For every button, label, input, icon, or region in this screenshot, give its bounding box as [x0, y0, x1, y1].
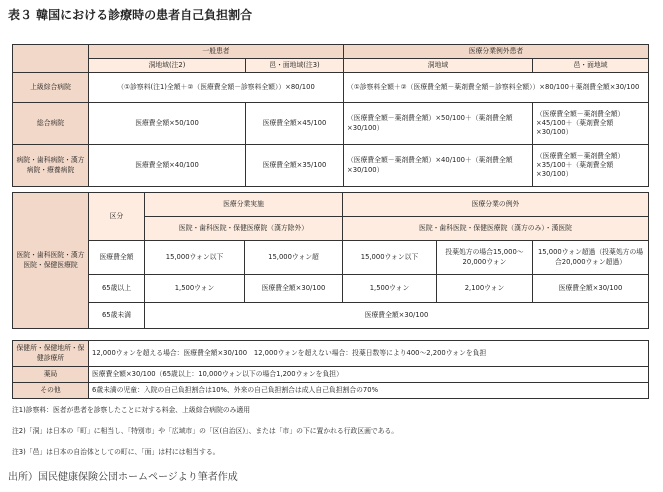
table-cell: 12,000ウォンを超える場合：医療費全額×30/100 12,000ウォンを超えない場合：投薬日数等により400～2,200ウォンを負担	[89, 341, 649, 367]
table-cell: 医療費全額×45/100	[246, 103, 344, 145]
general-patient-table	[12, 44, 649, 187]
row-label: 65歳以上	[89, 275, 145, 303]
row-label: 医院・歯科医院・漢方医院・保健医療院	[13, 193, 89, 329]
table-title: 表３ 韓国における診療時の患者自己負担割合	[8, 8, 253, 22]
table-cell: 医療費全額×35/100	[246, 145, 344, 187]
header-dong: 洞地域(注2)	[89, 59, 246, 73]
footnote: 注2)「洞」は日本の「町」に相当し、「特別市」や「広域市」の「区(自治区)」、または「市」の下に置かれる行政区画である。	[12, 427, 399, 435]
row-label: 保健所・保健地所・保健診療所	[13, 341, 89, 367]
header-eupmyeon: 邑・面地域(注3)	[246, 59, 344, 73]
table-cell: 医療費全額×30/100	[145, 303, 649, 329]
table-cell: 15,000ウォン超過（投薬処方の場合20,000ウォン超過）	[533, 241, 649, 275]
header-sub: 医院・歯科医院・保健医療院（漢方のみ）・漢医院	[343, 217, 649, 241]
header-reigai: 医療分業の例外	[343, 193, 649, 217]
row-label: その他	[13, 383, 89, 399]
row-label: 薬局	[13, 367, 89, 383]
other-table	[12, 340, 649, 399]
table-cell: 医療費全額×30/100	[245, 275, 343, 303]
table-cell: 1,500ウォン	[145, 275, 245, 303]
header-bungyo: 医療分業実施	[145, 193, 343, 217]
table-cell: 15,000ウォン以下	[343, 241, 437, 275]
header-sub: 医院・歯科医院・保健医療院（漢方除外）	[145, 217, 343, 241]
footnote: 注1)診察料：医者が患者を診察したことに対する料金、上級綜合病院のみ適用	[12, 406, 251, 414]
header-special: 医療分業例外患者	[344, 45, 649, 59]
table-cell: 医療費全額×50/100	[89, 103, 246, 145]
row-label: 総合病院	[13, 103, 89, 145]
footnote: 注3)「邑」は日本の自治体としての町に、「面」は村には相当する。	[12, 448, 220, 456]
row-label: 医療費全額	[89, 241, 145, 275]
table-cell: 医療費全額×30/100	[533, 275, 649, 303]
table-cell: （①診察料(注1)全額＋②（医療費全額－診察料全額））×80/100	[89, 73, 344, 103]
table-cell: 1,500ウォン	[343, 275, 437, 303]
row-label: 上級綜合病院	[13, 73, 89, 103]
source-note: 出所）国民健康保険公団ホームページより筆者作成	[8, 472, 238, 483]
table-cell: 医療費全額×30/100（65歳以上：10,000ウォン以下の場合1,200ウォンを負担）	[89, 367, 649, 383]
corner-cell	[13, 45, 89, 73]
table-cell: 6歳未満の児童：入院の自己負担割合は10%、外来の自己負担割合は成人自己負担割合の70%	[89, 383, 649, 399]
table-cell: 2,100ウォン	[437, 275, 533, 303]
table-cell: （医療費全額－薬剤費全額）×35/100＋（薬剤費全額×30/100）	[533, 145, 649, 187]
table-cell: 投薬処方の場合15,000～20,000ウォン	[437, 241, 533, 275]
row-label: 65歳未満	[89, 303, 145, 329]
table-cell: 15,000ウォン超	[245, 241, 343, 275]
table-cell: （医療費全額－薬剤費全額）×50/100＋（薬剤費全額×30/100）	[344, 103, 533, 145]
table-cell: 15,000ウォン以下	[145, 241, 245, 275]
table-cell: （医療費全額－薬剤費全額）×45/100＋（薬剤費全額×30/100）	[533, 103, 649, 145]
table-cell: （①診察料全額＋②（医療費全額－薬剤費全額－診察料全額））×80/100＋薬剤費全額×30/100	[344, 73, 649, 103]
table-cell: 医療費全額×40/100	[89, 145, 246, 187]
header-dong: 洞地域	[344, 59, 533, 73]
header-general: 一般患者	[89, 45, 344, 59]
table-cell: （医療費全額－薬剤費全額）×40/100＋（薬剤費全額×30/100）	[344, 145, 533, 187]
row-label: 病院・歯科病院・漢方病院・療養病院	[13, 145, 89, 187]
clinic-table	[12, 192, 649, 329]
footnotes	[12, 406, 398, 469]
header-kubun: 区分	[89, 193, 145, 241]
header-eupmyeon: 邑・面地域	[533, 59, 649, 73]
